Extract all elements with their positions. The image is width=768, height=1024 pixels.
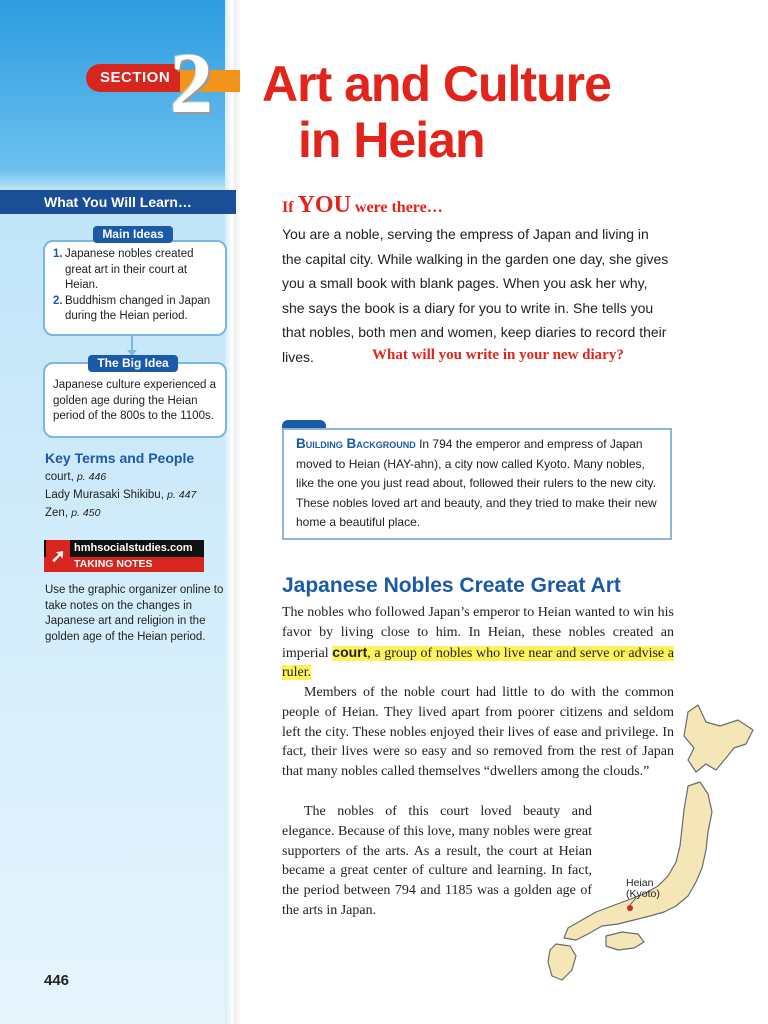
key-term-item: Zen, p. 450 [45, 507, 101, 519]
hokkaido-shape [684, 705, 753, 772]
page-number: 446 [44, 972, 70, 989]
heian-map-label: Heian (Kyoto) [626, 877, 660, 900]
term-court: court [332, 643, 368, 660]
building-background-text: Building Background In 794 the emperor and empress of Japan moved to Heian (HAY-ahn), a city now called Kyoto. Many nobles, like the one you just read about, followed their rulers to the new city. These nobles loved art and beauty, and they tried to make their new home a beautiful place. [296, 436, 657, 529]
heian-marker [627, 905, 633, 911]
diary-question: What will you write in your new diary? [372, 347, 624, 363]
notes-instructions: Use the graphic organizer online to take notes on the changes in Japanese art and religion in the golden age of the Heian period. [45, 584, 224, 643]
what-you-will-learn-banner: What You Will Learn… [0, 190, 236, 214]
big-idea-box: Japanese culture experienced a golden age during the Heian period of the 800s to the 1100s. [43, 362, 227, 438]
main-idea-item: 1. Japanese nobles created great art in their court at Heian. [53, 248, 194, 291]
if-you-were-there-text: You are a noble, serving the empress of Japan and living in the capital city. While walking in the garden one day, she gives you a small book with blank pages. When you ask her why, she says the book is a diary for you to write in. She tells you that nobles, both men and women, keep diaries to record their lives. [282, 226, 669, 365]
title-line-2: in Heian [298, 112, 485, 168]
paragraph-2: Members of the noble court had little to do with the common people of Heian. They lived apart from poorer citizens and seldom left the city. These nobles enjoyed their lives of ease and privilege. In fact, their lives were so easy and so removed from the rest of Japan that many nobles called themselves “dwellers among the clouds.” [282, 685, 674, 780]
if-you-were-there-heading: If YOU were there… [282, 192, 443, 218]
key-term-item: Lady Murasaki Shikibu, p. 447 [45, 489, 197, 501]
section-number: 2 [170, 35, 213, 131]
paragraph-3: The nobles of this court loved beauty and elegance. Because of this love, many nobles were great supporters of the arts. As a result, the court at Heian became a great center of culture and learning. In fact, the period between 794 and 1185 was a golden age of the arts in Japan. [282, 804, 592, 918]
shikoku-shape [606, 932, 644, 950]
hmh-link[interactable] [44, 540, 204, 574]
main-ideas-label: Main Ideas [93, 226, 173, 243]
arrow-logo-icon: ➚ [46, 540, 70, 572]
main-ideas-box [43, 240, 227, 336]
paragraph-1: The nobles who followed Japan’s emperor to Heian wanted to win his favor by living close to him. In Heian, these nobles created an imperial court, a group of nobles who live near and serve or advise a ruler. [282, 605, 674, 681]
key-terms-list [45, 468, 196, 522]
title-line-1: Art and Culture [262, 56, 611, 112]
section-label: SECTION [86, 64, 180, 92]
big-idea-label: The Big Idea [88, 355, 178, 372]
key-term-item: court, p. 446 [45, 471, 107, 483]
hmh-site-label[interactable]: hmhsocialstudies.com [44, 540, 204, 557]
taking-notes-label: TAKING NOTES [44, 557, 204, 572]
japan-map [538, 700, 768, 990]
building-background-heading: Building Background [296, 436, 416, 451]
honshu-shape [564, 782, 712, 940]
main-idea-item: 2. Buddhism changed in Japan during the Heian period. [53, 294, 211, 322]
page-fold [225, 0, 241, 1024]
page-title [262, 56, 611, 168]
key-terms-heading: Key Terms and People [45, 450, 195, 466]
kyushu-shape [548, 944, 576, 980]
article-heading: Japanese Nobles Create Great Art [282, 574, 621, 597]
